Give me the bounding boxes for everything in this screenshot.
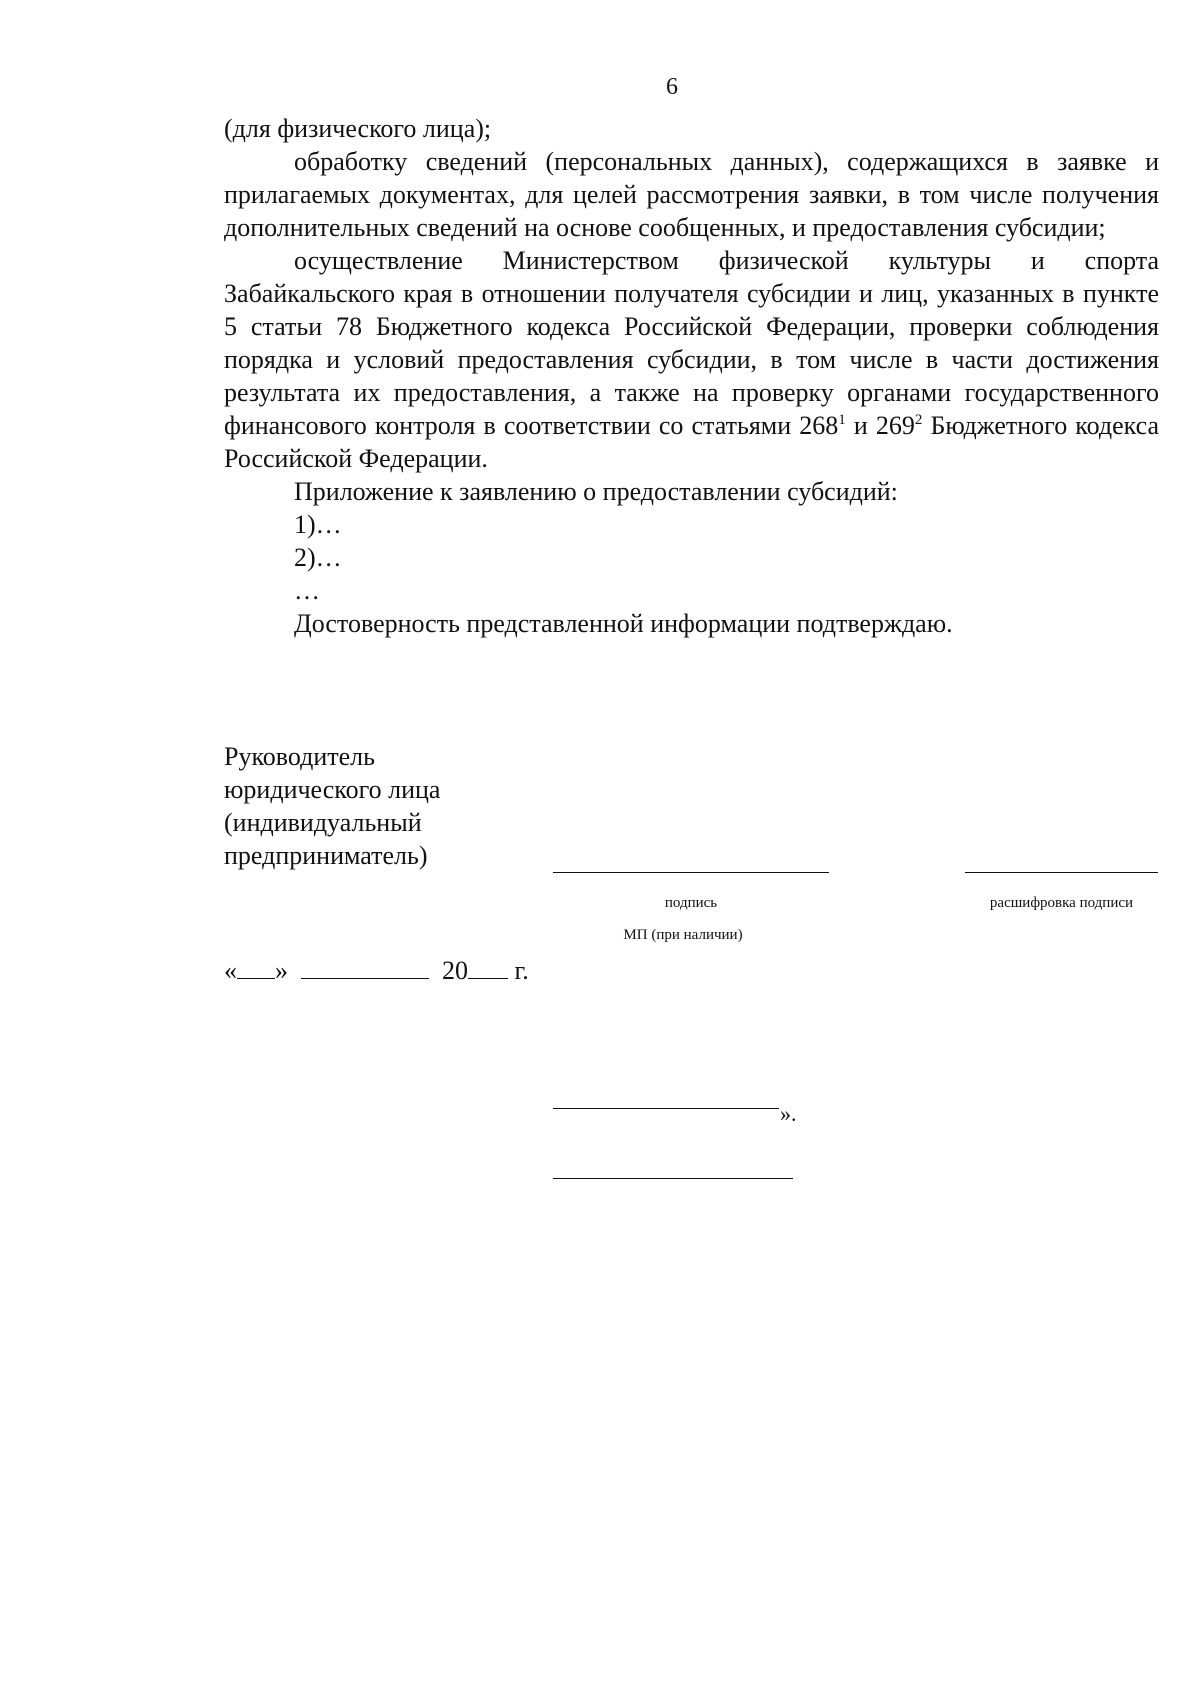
- close-quote: »: [275, 956, 288, 985]
- paragraph: обработку сведений (персональных данных), содержащихся в заявке и прилагаемых документах, для целей рассмотрения заявки, в том числе получения дополнительных сведений на основе сообщенных, и предоставления субсидии;: [224, 147, 1159, 242]
- open-quote: «: [224, 956, 237, 985]
- signature-line[interactable]: [553, 872, 829, 873]
- paragraph: Приложение к заявлению о предоставлении субсидий:: [294, 477, 898, 506]
- separator-line: [553, 1178, 793, 1179]
- paragraph-text: и 269: [845, 411, 915, 440]
- signer-title: [224, 740, 514, 872]
- separator-line: [553, 1108, 779, 1109]
- paragraph: (для физического лица);: [224, 114, 492, 143]
- paragraph: Достоверность представленной информации подтверждаю.: [294, 609, 953, 638]
- year-blank[interactable]: [468, 956, 508, 979]
- superscript: 1: [838, 412, 846, 428]
- superscript: 2: [914, 412, 923, 428]
- signer-line: предприниматель): [224, 841, 428, 870]
- date-line: [224, 955, 529, 987]
- decoding-line[interactable]: [965, 872, 1158, 873]
- day-blank[interactable]: [237, 956, 275, 979]
- closing-mark: ».: [780, 1101, 797, 1126]
- page-number: 6: [666, 74, 678, 100]
- year-prefix: 20: [442, 956, 468, 985]
- signature-label: подпись: [664, 895, 718, 911]
- paragraph-verification: [224, 244, 1159, 475]
- signer-line: юридического лица: [224, 775, 441, 804]
- list-item: 2)…: [294, 543, 342, 572]
- signer-line: Руководитель: [224, 742, 375, 771]
- list-item: 1)…: [294, 510, 342, 539]
- list-item: …: [294, 576, 320, 605]
- body-text: [224, 112, 1159, 640]
- month-blank[interactable]: [301, 956, 429, 979]
- paragraph-text: осуществление Министерством физической культуры и спорта Забайкальского края в отношении получателя субсидии и лиц, указанных в пункте 5 статьи 78 Бюджетного кодекса Российской Федерации, проверки соблюдения порядка и условий предоставления субсидии, в том числе в части достижения результата их предоставления, а также на проверку органами государственного финансового контроля в соответствии со статьями 268: [224, 246, 1159, 440]
- signer-line: (индивидуальный: [224, 808, 422, 837]
- year-suffix: г.: [508, 956, 529, 985]
- decoding-label: расшифровка подписи: [989, 895, 1134, 911]
- stamp-label: МП (при наличии): [623, 927, 743, 943]
- paragraph-text: Бюджетного кодекса Российской Федерации.: [224, 411, 1160, 473]
